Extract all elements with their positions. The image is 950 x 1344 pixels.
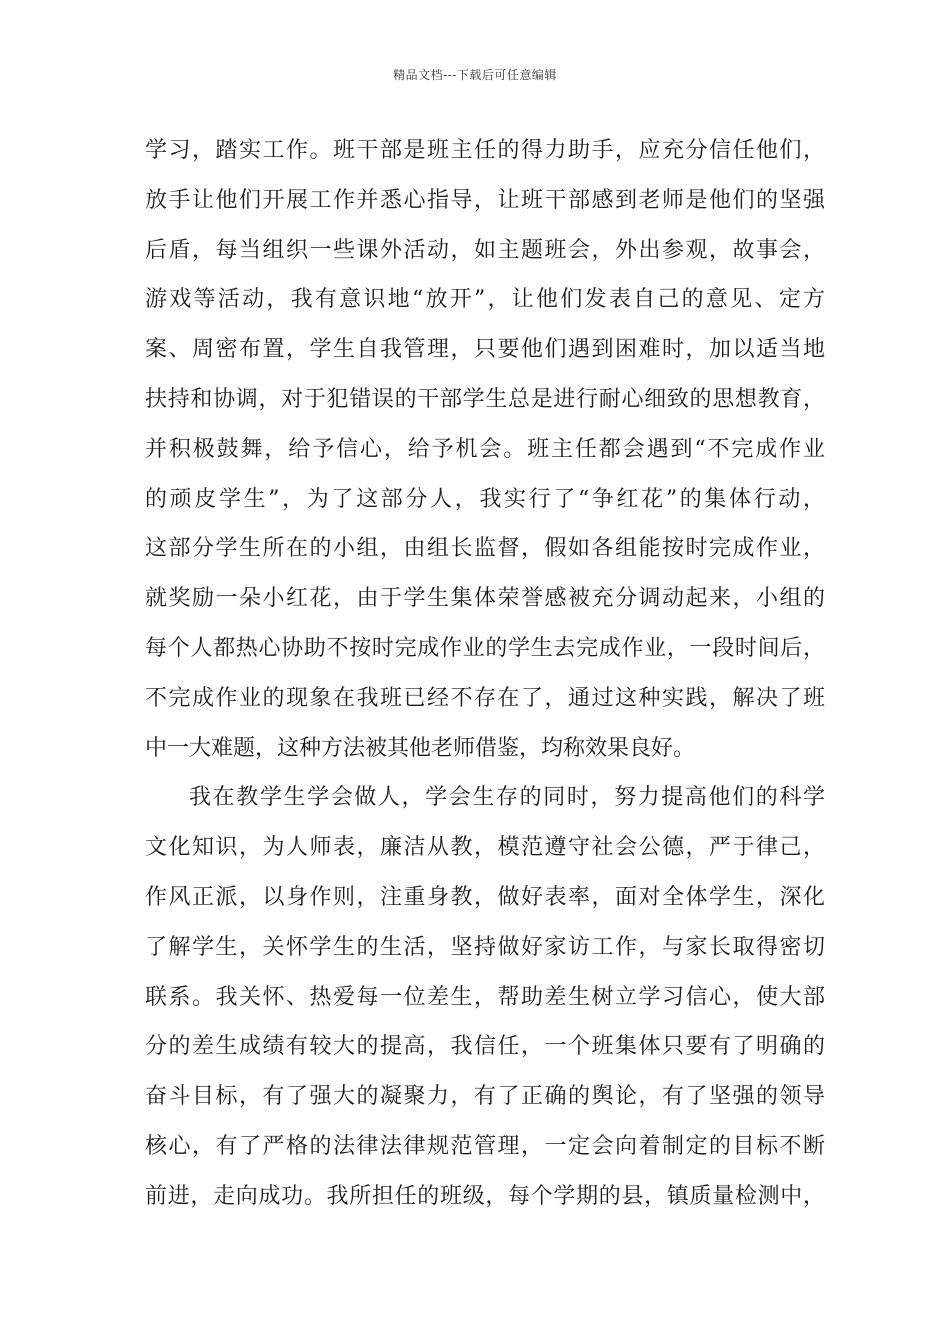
paragraph-line: 后盾，每当组织一些课外活动，如主题班会，外出参观，故事会， <box>145 237 825 263</box>
paragraph-line: 案、周密布置，学生自我管理，只要他们遇到困难时，加以适当地 <box>145 337 825 363</box>
paragraph-line: 这部分学生所在的小组，由组长监督，假如各组能按时完成作业， <box>145 536 825 562</box>
paragraph-line: 游戏等活动，我有意识地“放开”，让他们发表自己的意见、定方 <box>145 287 825 313</box>
paragraph-line: 不完成作业的现象在我班已经不存在了，通过这种实践，解决了班 <box>145 685 825 711</box>
paragraph-2 <box>145 773 825 1221</box>
paragraph-1 <box>145 126 825 773</box>
paragraph-line: 我在教学生学会做人，学会生存的同时，努力提高他们的科学 <box>189 785 825 811</box>
paragraph-line: 学习，踏实工作。班干部是班主任的得力助手，应充分信任他们， <box>145 138 825 163</box>
paragraph-line: 并积极鼓舞，给予信心，给予机会。班主任都会遇到“不完成作业 <box>145 436 825 462</box>
paragraph-line: 的顽皮学生”，为了这部分人，我实行了“争红花”的集体行动， <box>145 486 825 512</box>
paragraph-line: 奋斗目标，有了强大的凝聚力，有了正确的舆论，有了坚强的领导 <box>145 1084 825 1110</box>
paragraph-line: 放手让他们开展工作并悉心指导，让班干部感到老师是他们的坚强 <box>145 187 825 213</box>
document-body <box>145 126 825 1222</box>
paragraph-line: 分的差生成绩有较大的提高，我信任，一个班集体只要有了明确的 <box>145 1034 825 1060</box>
paragraph-line: 作风正派，以身作则，注重身教，做好表率，面对全体学生，深化 <box>145 884 825 910</box>
paragraph-line: 文化知识，为人师表，廉洁从教，模范遵守社会公德，严于律己， <box>145 835 825 861</box>
page-header: 精品文档---下载后可任意编辑 <box>393 68 557 82</box>
paragraph-line: 就奖励一朵小红花，由于学生集体荣誉感被充分调动起来，小组的 <box>145 586 825 612</box>
paragraph-line: 扶持和协调，对于犯错误的干部学生总是进行耐心细致的思想教育， <box>145 386 825 412</box>
paragraph-line: 前进，走向成功。我所担任的班级，每个学期的县，镇质量检测中， <box>145 1183 825 1209</box>
paragraph-line: 每个人都热心协助不按时完成作业的学生去完成作业，一段时间后， <box>145 635 825 661</box>
paragraph-line: 联系。我关怀、热爱每一位差生，帮助差生树立学习信心，使大部 <box>145 984 825 1010</box>
paragraph-line: 了解学生，关怀学生的生活，坚持做好家访工作，与家长取得密切 <box>145 934 825 960</box>
paragraph-line: 中一大难题，这种方法被其他老师借鉴，均称效果良好。 <box>145 735 696 761</box>
paragraph-line: 核心，有了严格的法律法律规范管理，一定会向着制定的目标不断 <box>145 1133 825 1159</box>
